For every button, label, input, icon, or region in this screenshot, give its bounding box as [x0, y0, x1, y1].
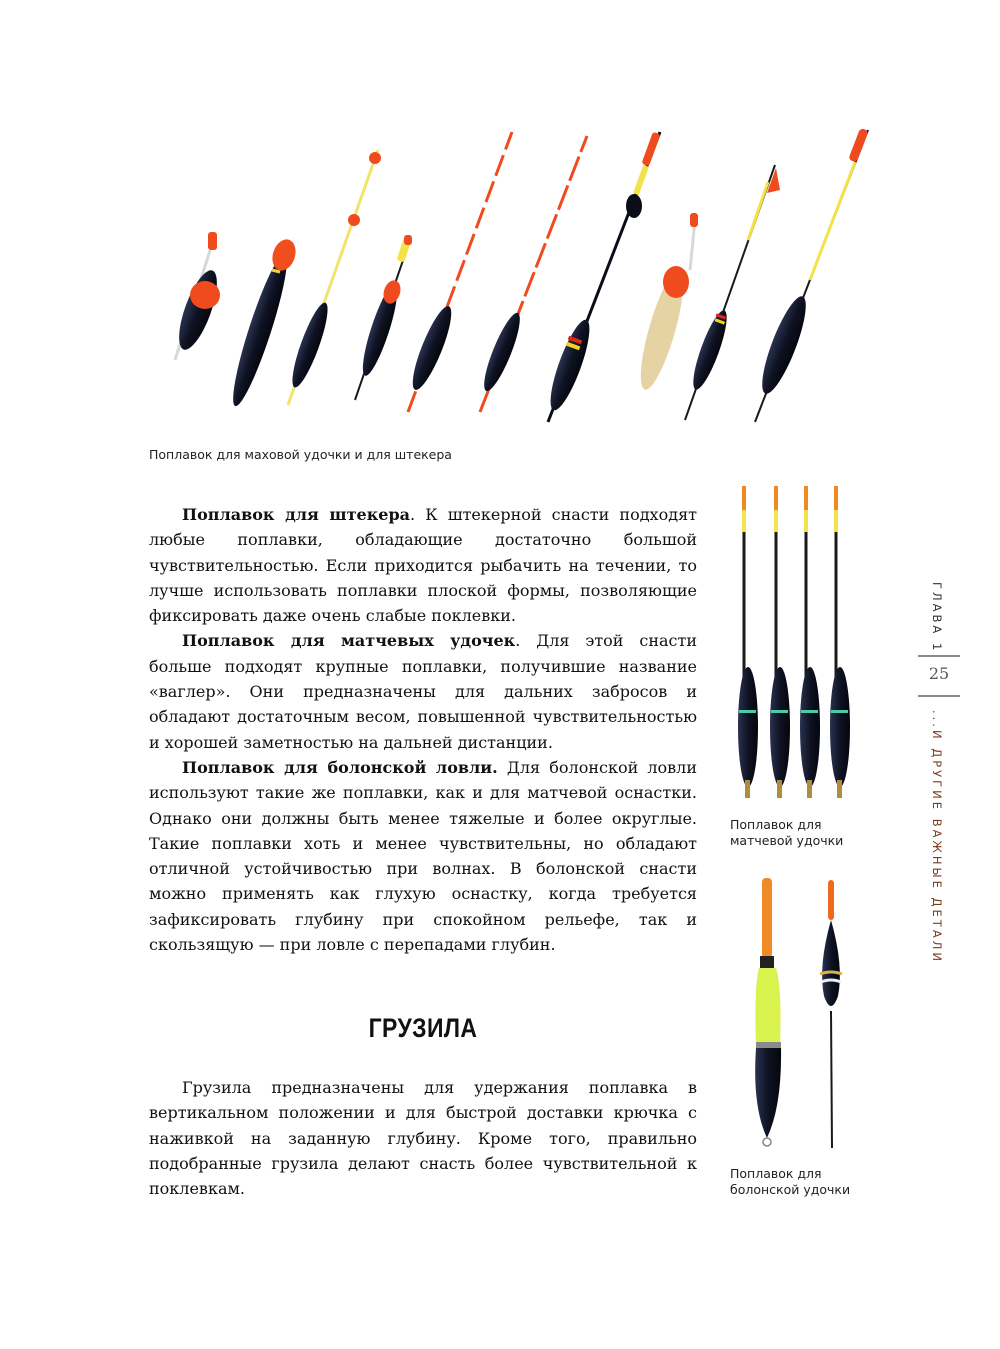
float-10	[754, 128, 869, 422]
float-2	[225, 236, 300, 409]
section-heading: ГРУЗИЛА	[368, 1013, 478, 1043]
float-8	[632, 213, 698, 393]
body-text	[149, 502, 697, 957]
match-floats-illustration	[732, 482, 860, 800]
paragraph-stecker: Поплавок для штекера. К штекерной снасти подходят любые поплавки, обладающие достаточно большой чувствительностью. Если приходится рыбачить на течении, то лучше использовать поплавки плоской формы, позволяющие фиксировать даже очень слабые поклевки.	[149, 505, 698, 626]
float-4	[355, 235, 412, 400]
sidebar-rule-top	[918, 655, 960, 657]
match-float-caption: Поплавок для матчевой удочки	[730, 817, 844, 848]
sidebar-rule-bottom	[918, 695, 960, 697]
bolognese-float-caption: Поплавок для болонской удочки	[730, 1166, 851, 1197]
floats-illustration	[150, 120, 880, 430]
top-figure-caption: Поплавок для маховой удочки и для штекера	[149, 447, 452, 462]
paragraph-match: Поплавок для матчевых удочек. Для этой снасти больше подходят крупные поплавки, получившие название «ваглер». Они предназначены для дальних забросов и обладают достаточным весом, повышенной чувствительностью и хорошей заметностью на дальней дистанции.	[149, 631, 698, 752]
paragraph-bolognese: Поплавок для болонской ловли. Для болонской ловли используют такие же поплавки, как и для матчевой оснастки. Однако они должны быть менее тяжелые и более округлые. Такие поплавки хоть и менее чувствительны, но обладают отличной устойчивостью при волнах. В болонской снасти можно применять как глухую оснастку, когда требуется зафиксировать глубину при спокойном рельефе, так и скользящую — при ловле с перепадами глубин.	[149, 757, 698, 955]
page-number: 25	[928, 664, 950, 683]
chapter-label: ГЛАВА 1	[930, 582, 944, 654]
bolognese-floats-illustration	[732, 876, 862, 1152]
chapter-title: ...И ДРУГИЕ ВАЖНЫЕ ДЕТАЛИ	[930, 710, 944, 964]
section-text: Грузила предназначены для удержания поплавка в вертикальном положении и для быстрой доставки крючка с наживкой на заданную глубину. Кроме того, правильно подобранные грузила делают снасть более чувствительной к поклевкам.	[149, 1078, 697, 1199]
float-1	[171, 232, 224, 360]
